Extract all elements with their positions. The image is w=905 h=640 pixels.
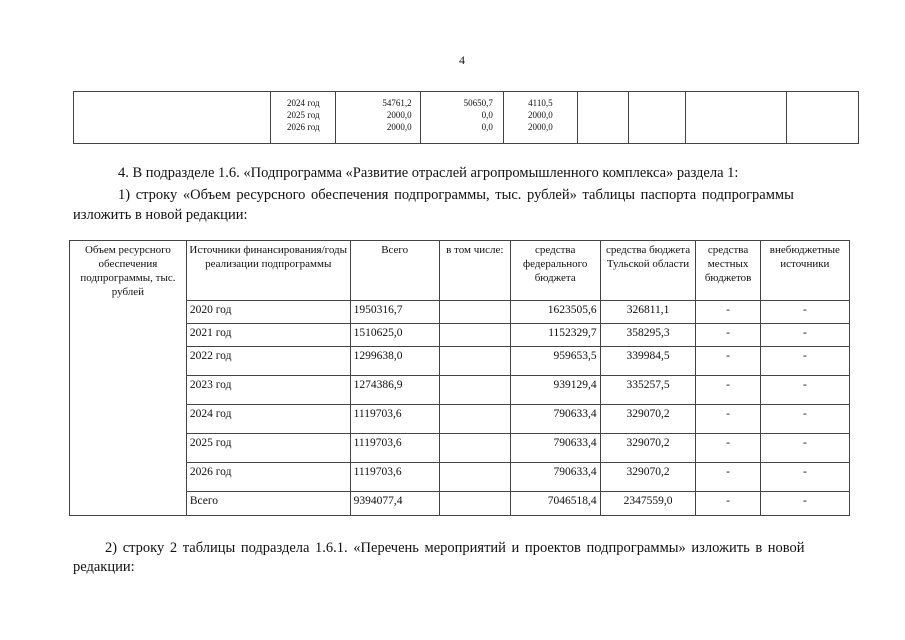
table-row — [70, 434, 850, 463]
continued-table-fragment — [73, 91, 859, 144]
regional-cell: 335257,5 — [600, 376, 696, 405]
extra-cell: - — [760, 324, 849, 347]
column-header-including: в том числе: — [439, 241, 510, 301]
empty-cell — [439, 376, 510, 405]
federal-cell: 790633,4 — [510, 405, 600, 434]
empty-cell — [439, 324, 510, 347]
total-cell: 1274386,9 — [350, 376, 439, 405]
table-row — [70, 324, 850, 347]
column-header-federal: средства федерального бюджета — [510, 241, 600, 301]
paragraph-item-1-line1: 1) строку «Объем ресурсного обеспечения подпрограммы, тыс. рублей» таблицы паспорта подпрограммы — [118, 187, 794, 203]
empty-cell — [439, 492, 510, 516]
column-header-extrabudgetary: внебюджетные источники — [760, 241, 849, 301]
year-cell: 2021 год — [186, 324, 350, 347]
local-cell: - — [696, 324, 760, 347]
empty-cell — [439, 405, 510, 434]
regional-cell: 329070,2 — [600, 405, 696, 434]
regional-cell: 358295,3 — [600, 324, 696, 347]
value: 2000,0 — [386, 110, 412, 120]
value: 54761,2 — [382, 98, 412, 108]
federal-cell: 959653,5 — [510, 347, 600, 376]
federal-cell: 939129,4 — [510, 376, 600, 405]
year-label: 2025 год — [287, 110, 320, 120]
year-cell: 2026 год — [186, 463, 350, 492]
total-cell: 1950316,7 — [350, 301, 439, 324]
year-label: 2026 год — [287, 122, 320, 132]
value: 2000,0 — [386, 122, 412, 132]
extra-cell: - — [760, 492, 849, 516]
year-cell: 2020 год — [186, 301, 350, 324]
value: 2000,0 — [528, 110, 553, 120]
value: 2000,0 — [528, 122, 553, 132]
resource-table — [69, 240, 850, 516]
paragraph-item-2-line2: редакции: — [73, 559, 135, 575]
extra-cell: - — [760, 376, 849, 405]
table-row — [70, 347, 850, 376]
total-cell: 1119703,6 — [350, 434, 439, 463]
regional-cell: 326811,1 — [600, 301, 696, 324]
total-cell: 9394077,4 — [350, 492, 439, 516]
table-row — [70, 376, 850, 405]
column-header-local: средства местных бюджетов — [696, 241, 760, 301]
local-cell: - — [696, 347, 760, 376]
federal-cell: 7046518,4 — [510, 492, 600, 516]
local-cell: - — [696, 492, 760, 516]
empty-cell — [439, 434, 510, 463]
regional-cell: 329070,2 — [600, 434, 696, 463]
empty-cell — [439, 301, 510, 324]
table-row — [70, 463, 850, 492]
year-cell: 2023 год — [186, 376, 350, 405]
year-cell: Всего — [186, 492, 350, 516]
year-label: 2024 год — [287, 98, 320, 108]
paragraph-item-2-line1: 2) строку 2 таблицы подраздела 1.6.1. «Перечень мероприятий и проектов подпрограммы» изложить в новой — [105, 540, 805, 556]
federal-cell: 1152329,7 — [510, 324, 600, 347]
local-cell: - — [696, 301, 760, 324]
column-header-total: Всего — [350, 241, 439, 301]
local-cell: - — [696, 463, 760, 492]
extra-cell: - — [760, 405, 849, 434]
paragraph-section-heading: 4. В подразделе 1.6. «Подпрограмма «Развитие отраслей агропромышленного комплекса» раздела 1: — [118, 165, 739, 181]
total-cell: 1119703,6 — [350, 463, 439, 492]
table-row — [70, 301, 850, 324]
value: 50650,7 — [463, 98, 493, 108]
year-cell: 2022 год — [186, 347, 350, 376]
value-cell — [420, 92, 503, 144]
table-row-total — [70, 492, 850, 516]
regional-cell: 2347559,0 — [600, 492, 696, 516]
value-cell — [503, 92, 577, 144]
regional-cell: 339984,5 — [600, 347, 696, 376]
federal-cell: 790633,4 — [510, 463, 600, 492]
paragraph-item-1-line2: изложить в новой редакции: — [73, 207, 248, 223]
regional-cell: 329070,2 — [600, 463, 696, 492]
total-cell: 1510625,0 — [350, 324, 439, 347]
value-cell — [336, 92, 420, 144]
column-header-sources: Источники финансирования/годы реализации подпрограммы — [186, 241, 350, 301]
empty-cell — [74, 92, 271, 144]
value: 0,0 — [481, 122, 493, 132]
federal-cell: 1623505,6 — [510, 301, 600, 324]
extra-cell: - — [760, 463, 849, 492]
total-cell: 1299638,0 — [350, 347, 439, 376]
value: 0,0 — [481, 110, 493, 120]
value: 4110,5 — [528, 98, 553, 108]
extra-cell: - — [760, 434, 849, 463]
row-header: Объем ресурсного обеспечения подпрограммы, тыс. рублей — [70, 241, 187, 516]
local-cell: - — [696, 434, 760, 463]
extra-cell: - — [760, 301, 849, 324]
empty-cell — [786, 92, 858, 144]
table-row — [70, 405, 850, 434]
empty-cell — [577, 92, 628, 144]
federal-cell: 790633,4 — [510, 434, 600, 463]
local-cell: - — [696, 376, 760, 405]
column-header-regional: средства бюджета Тульской области — [600, 241, 696, 301]
page-number: 4 — [459, 53, 465, 67]
empty-cell — [439, 347, 510, 376]
year-cell: 2025 год — [186, 434, 350, 463]
year-cell — [271, 92, 336, 144]
empty-cell — [628, 92, 685, 144]
local-cell: - — [696, 405, 760, 434]
extra-cell: - — [760, 347, 849, 376]
year-cell: 2024 год — [186, 405, 350, 434]
total-cell: 1119703,6 — [350, 405, 439, 434]
empty-cell — [685, 92, 786, 144]
empty-cell — [439, 463, 510, 492]
